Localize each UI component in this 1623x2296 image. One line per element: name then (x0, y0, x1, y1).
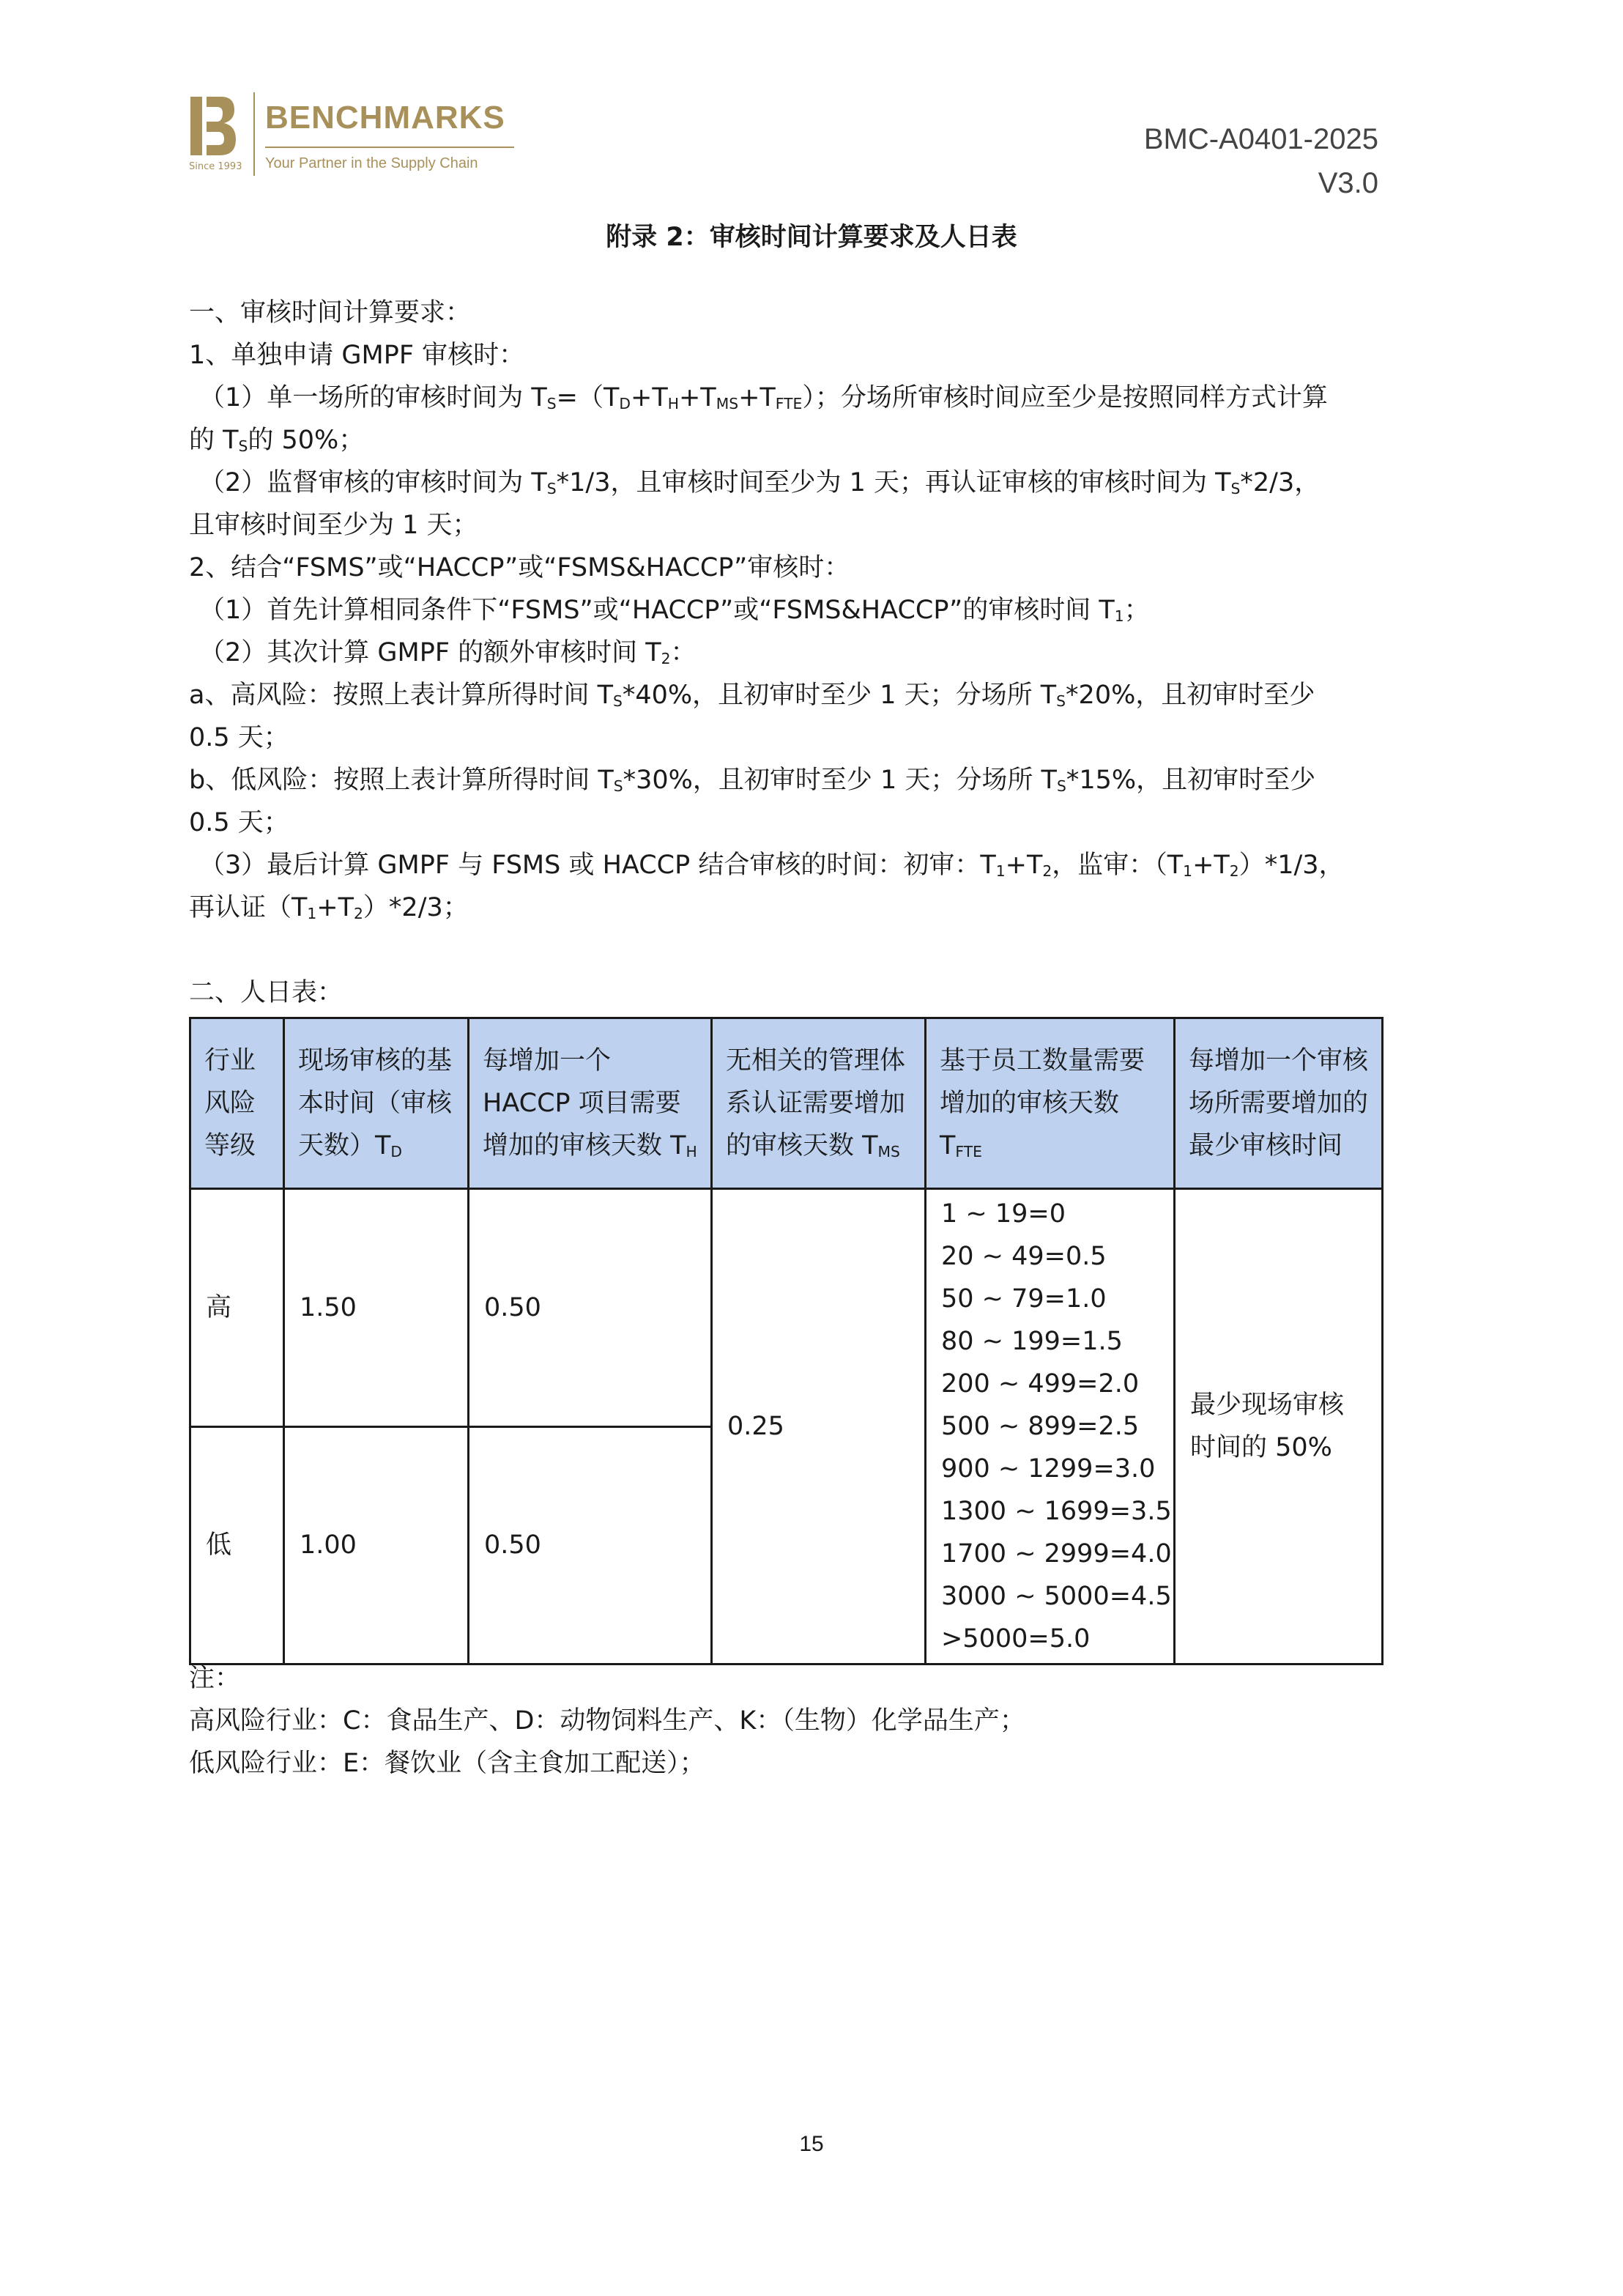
fte-range: 50 ~ 79=1.0 (941, 1284, 1107, 1314)
item-a-cont: 0.5 天； (189, 723, 289, 752)
table-row (190, 1189, 1383, 1427)
header-haccp: 每增加一个 HACCP 项目需要增加的审核天数 $T_H$ (469, 1018, 712, 1189)
item2-heading: 2、结合“FSMS”或“HACCP”或“FSMS&HACCP”审核时： (189, 553, 850, 582)
cell-risk: 高 (190, 1189, 284, 1427)
item-a: a、高风险：按照上表计算所得时间 $T_S*40\%$，且初审时至少 1 天；分场所 $T_S*20\%$，且初审时至少 (189, 681, 1315, 710)
fte-range: >5000=5.0 (941, 1624, 1091, 1654)
logo-tagline: Your Partner in the Supply Chain (265, 155, 478, 171)
fte-range: 500 ~ 899=2.5 (941, 1412, 1140, 1441)
logo-name: BENCHMARKS (265, 100, 505, 136)
fte-range: 20 ~ 49=0.5 (941, 1242, 1107, 1271)
header-risk: 行业风险等级 (190, 1018, 284, 1189)
cell-haccp: 0.50 (469, 1426, 712, 1664)
item-b: b、低风险：按照上表计算所得时间 $T_S*30\%$，且初审时至少 1 天；分场所 $T_S*15\%$，且初审时至少 (189, 766, 1316, 795)
table-notes (189, 1657, 1025, 1785)
item-b-cont: 0.5 天； (189, 808, 289, 837)
item1-1-cont: 的 $T_S$的 50%； (189, 426, 365, 455)
cell-base: 1.50 (284, 1189, 469, 1427)
doc-version: V3.0 (1318, 167, 1378, 199)
item2-3-cont: 再认证$(T_1+T_2)*2/3$； (189, 893, 469, 922)
item2-1: （1）首先计算相同条件下“FSMS”或“HACCP”或“FSMS&HACCP”的审核时间 $T_1$； (199, 596, 1150, 625)
fte-range: 3000 ~ 5000=4.5 (941, 1582, 1172, 1611)
fte-range: 900 ~ 1299=3.0 (941, 1454, 1156, 1484)
item1-1: （1）单一场所的审核时间为 $T_S=(T_D+T_H+T_{MS}+T_{FTE})$；分场所审核时间应至少是按照同样方式计算 (199, 383, 1328, 412)
cell-site: 最少现场审核时间的 50% (1175, 1189, 1383, 1664)
logo-since: Since 1993 (189, 161, 242, 172)
section2-heading: 二、人日表： (189, 978, 343, 1007)
document-id (1144, 117, 1378, 205)
cell-fte-ranges (926, 1189, 1175, 1664)
item2-3: （3）最后计算 GMPF 与 FSMS 或 HACCP 结合审核的时间：初审：$T_1+T_2$，监审：$(T_1+T_2)*1/3$， (199, 851, 1345, 880)
logo-divider (253, 92, 255, 176)
header-ms: 无相关的管理体系认证需要增加的审核天数 $T_{MS}$ (712, 1018, 926, 1189)
note-low-risk: 低风险行业：E：餐饮业（含主食加工配送）； (189, 1749, 705, 1778)
fte-range: 1 ~ 19=0 (941, 1199, 1066, 1229)
calculation-requirements (189, 292, 1381, 1014)
spacer (189, 929, 1381, 971)
company-logo (189, 92, 526, 179)
header-base: 现场审核的基本时间（审核天数）$T_D$ (284, 1018, 469, 1189)
section1-heading: 一、审核时间计算要求： (189, 298, 472, 327)
item2-2: （2）其次计算 GMPF 的额外审核时间 $T_2$： (199, 638, 697, 667)
cell-risk: 低 (190, 1426, 284, 1664)
fte-range: 80 ~ 199=1.5 (941, 1327, 1123, 1356)
notes-label: 注： (189, 1664, 241, 1693)
fte-range: 1700 ~ 2999=4.0 (941, 1539, 1172, 1569)
man-day-table (189, 1017, 1384, 1665)
table-header-row (190, 1018, 1383, 1189)
item1-2-cont: 且审核时间至少为 1 天； (189, 511, 478, 540)
page-number: 15 (799, 2132, 824, 2156)
fte-range: 200 ~ 499=2.0 (941, 1369, 1140, 1399)
item1-heading: 1、单独申请 GMPF 审核时： (189, 341, 525, 370)
page-title: 附录 2：审核时间计算要求及人日表 (606, 223, 1017, 252)
cell-haccp: 0.50 (469, 1189, 712, 1427)
logo-rule (265, 147, 514, 148)
cell-ms: 0.25 (712, 1189, 926, 1664)
header-site: 每增加一个审核场所需要增加的最少审核时间 (1175, 1018, 1383, 1189)
doc-number: BMC-A0401-2025 (1143, 123, 1378, 155)
item1-2: （2）监督审核的审核时间为 $T_S*1/3$，且审核时间至少为 1 天；再认证审核的审核时间为 $T_S*2/3$， (199, 468, 1321, 497)
benchmarks-logo-icon (189, 95, 237, 157)
fte-range: 1300 ~ 1699=3.5 (941, 1497, 1172, 1526)
header-fte: 基于员工数量需要增加的审核天数 $T_{FTE}$ (926, 1018, 1175, 1189)
cell-base: 1.00 (284, 1426, 469, 1664)
note-high-risk: 高风险行业：C：食品生产、D：动物饲料生产、K：（生物）化学品生产； (189, 1706, 1025, 1736)
